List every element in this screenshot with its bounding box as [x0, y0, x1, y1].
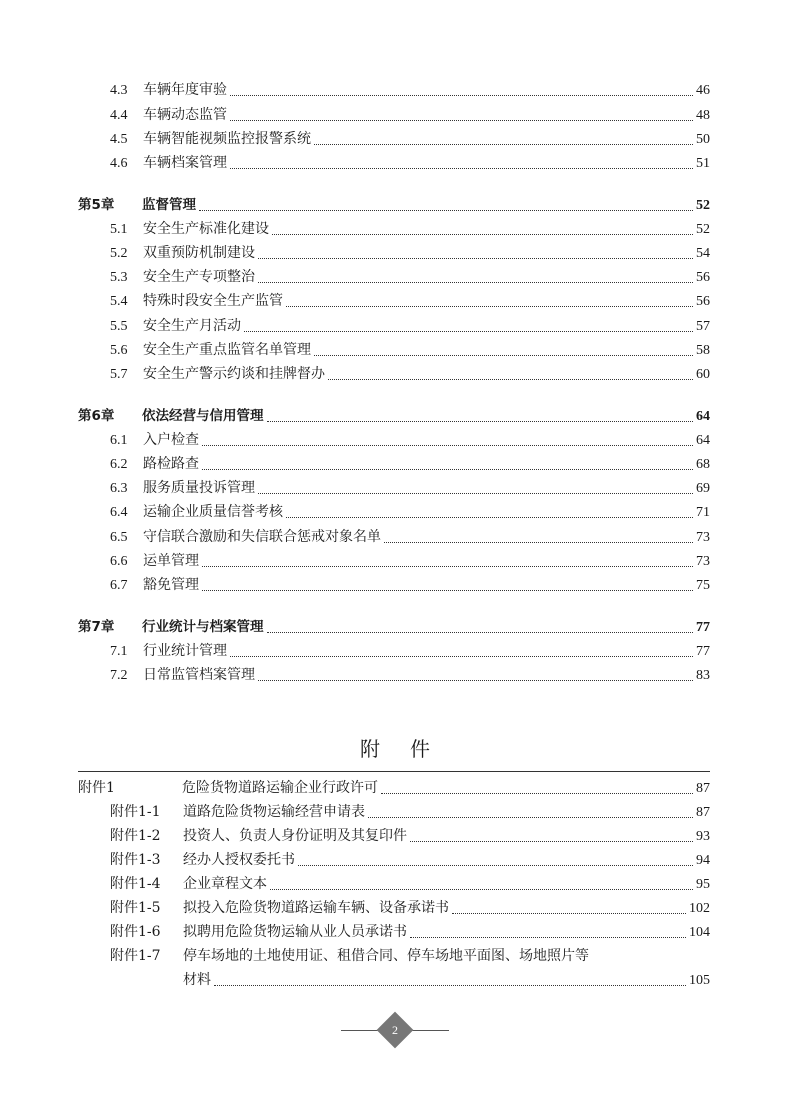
toc-entry-title: 车辆动态监管 [143, 107, 227, 123]
toc-leader-dots [267, 407, 694, 422]
toc-entry-title: 豁免管理 [143, 577, 199, 593]
toc-entry-page: 60 [696, 367, 710, 382]
toc-leader-dots [410, 923, 686, 938]
toc-entry[interactable] [78, 242, 710, 264]
toc-entry-number: 5.1 [110, 222, 128, 237]
toc-entry-title: 经办人授权委托书 [183, 852, 295, 868]
toc-entry-title: 拟投入危险货物道路运输车辆、设备承诺书 [183, 900, 449, 916]
toc-entry-title: 车辆智能视频监控报警系统 [143, 131, 311, 147]
toc-entry-title: 安全生产月活动 [143, 318, 241, 334]
toc-leader-dots [230, 81, 693, 96]
toc-entry-page: 104 [689, 925, 710, 940]
appendix-heading: 附件 [360, 737, 460, 761]
toc-entry-number: 附件1-3 [110, 852, 161, 868]
toc-entry-title: 道路危险货物运输经营申请表 [183, 804, 365, 820]
toc-entry-title: 依法经营与信用管理 [142, 408, 264, 424]
toc-entry-page: 56 [696, 294, 710, 309]
toc-entry-number: 5.6 [110, 343, 128, 358]
toc-entry-page: 93 [696, 829, 710, 844]
toc-entry-number: 6.2 [110, 457, 128, 472]
toc-entry[interactable] [78, 79, 710, 101]
toc-leader-dots [202, 576, 693, 591]
toc-entry-number: 7.2 [110, 668, 128, 683]
toc-leader-dots [202, 455, 693, 470]
toc-entry-page: 64 [696, 409, 710, 424]
toc-entry-title: 日常监管档案管理 [143, 667, 255, 683]
toc-entry[interactable] [78, 616, 710, 638]
toc-entry-number: 6.3 [110, 481, 128, 496]
toc-entry-number: 附件1-6 [110, 924, 161, 940]
toc-entry-title: 安全生产专项整治 [143, 269, 255, 285]
toc-entry[interactable] [78, 128, 710, 150]
toc-entry-page: 75 [696, 578, 710, 593]
toc-leader-dots [286, 503, 693, 518]
toc-leader-dots [267, 618, 694, 633]
toc-leader-dots [298, 851, 693, 866]
toc-entry-page: 52 [696, 198, 710, 213]
toc-entry[interactable] [78, 825, 710, 847]
toc-entry[interactable] [78, 849, 710, 871]
toc-entry[interactable] [78, 266, 710, 288]
toc-leader-dots [202, 552, 693, 567]
toc-leader-dots [230, 106, 693, 121]
toc-entry-title: 企业章程文本 [183, 876, 267, 892]
toc-entry-number: 附件1 [78, 780, 115, 796]
toc-entry-title: 投资人、负责人身份证明及其复印件 [183, 828, 407, 844]
toc-entry-number: 第5章 [78, 197, 115, 213]
toc-entry-page: 105 [689, 973, 710, 988]
toc-entry[interactable] [78, 550, 710, 572]
toc-leader-dots [230, 642, 693, 657]
toc-entry-number: 6.7 [110, 578, 128, 593]
toc-entry-page: 69 [696, 481, 710, 496]
toc-entry-page: 54 [696, 246, 710, 261]
toc-leader-dots [452, 899, 686, 914]
toc-entry-title: 安全生产标准化建设 [143, 221, 269, 237]
toc-entry-title: 材料 [183, 972, 211, 988]
toc-entry-page: 48 [696, 108, 710, 123]
toc-entry[interactable] [78, 453, 710, 475]
toc-entry-page: 57 [696, 319, 710, 334]
toc-entry-number: 4.5 [110, 132, 128, 147]
toc-entry-number: 5.7 [110, 367, 128, 382]
toc-entry-page: 83 [696, 668, 710, 683]
toc-entry-page: 95 [696, 877, 710, 892]
toc-entry-page: 68 [696, 457, 710, 472]
toc-entry-page: 73 [696, 554, 710, 569]
toc-entry-number: 4.4 [110, 108, 128, 123]
toc-entry-page: 50 [696, 132, 710, 147]
toc-leader-dots [258, 244, 693, 259]
toc-entry-number: 5.4 [110, 294, 128, 309]
toc-entry-page: 73 [696, 530, 710, 545]
toc-entry[interactable] [78, 664, 710, 686]
toc-leader-dots [368, 803, 693, 818]
footer-page-number: 2 [392, 1023, 398, 1037]
toc-entry-title: 路检路查 [143, 456, 199, 472]
toc-entry[interactable] [78, 526, 710, 548]
toc-entry-number: 5.2 [110, 246, 128, 261]
toc-entry[interactable] [78, 921, 710, 943]
toc-entry[interactable] [78, 339, 710, 361]
toc-entry[interactable] [78, 777, 710, 799]
toc-entry-title: 特殊时段安全生产监管 [143, 293, 283, 309]
toc-entry-title: 运单管理 [143, 553, 199, 569]
toc-entry[interactable] [78, 574, 710, 596]
toc-leader-dots [328, 365, 693, 380]
toc-entry-number: 附件1-1 [110, 804, 161, 820]
toc-leader-dots [214, 971, 686, 986]
toc-entry[interactable] [78, 152, 710, 174]
toc-entry-page: 77 [696, 644, 710, 659]
toc-entry-number: 附件1-2 [110, 828, 161, 844]
toc-leader-dots [230, 154, 693, 169]
toc-entry[interactable] [78, 429, 710, 451]
toc-entry-page: 87 [696, 805, 710, 820]
toc-leader-dots [410, 827, 693, 842]
toc-entry-number: 附件1-5 [110, 900, 161, 916]
toc-entry-number: 第6章 [78, 408, 115, 424]
toc-entry[interactable] [78, 194, 710, 216]
toc-entry-title: 守信联合激励和失信联合惩戒对象名单 [143, 529, 381, 545]
toc-leader-dots [270, 875, 693, 890]
toc-leader-dots [258, 268, 693, 283]
toc-entry-page: 51 [696, 156, 710, 171]
toc-entry-page: 94 [696, 853, 710, 868]
toc-entry-number: 附件1-4 [110, 876, 161, 892]
toc-leader-dots [272, 220, 693, 235]
toc-entry-title: 安全生产警示约谈和挂牌督办 [143, 366, 325, 382]
toc-entry-title: 车辆档案管理 [143, 155, 227, 171]
toc-entry-number: 第7章 [78, 619, 115, 635]
toc-entry-title: 入户检查 [143, 432, 199, 448]
toc-entry-page: 87 [696, 781, 710, 796]
toc-entry-title: 安全生产重点监管名单管理 [143, 342, 311, 358]
toc-entry[interactable] [78, 873, 710, 895]
toc-entry-title: 行业统计与档案管理 [142, 619, 264, 635]
toc-entry-number: 6.4 [110, 505, 128, 520]
toc-leader-dots [314, 341, 693, 356]
toc-entry-number: 附件1-7 [110, 948, 161, 964]
toc-entry-page: 77 [696, 620, 710, 635]
toc-entry-page: 58 [696, 343, 710, 358]
toc-entry-number: 4.3 [110, 83, 128, 98]
toc-leader-dots [258, 666, 693, 681]
toc-entry[interactable] [78, 315, 710, 337]
toc-entry-page: 102 [689, 901, 710, 916]
toc-leader-dots [286, 292, 693, 307]
toc-entry[interactable] [78, 218, 710, 240]
toc-entry-number: 5.5 [110, 319, 128, 334]
toc-entry[interactable] [78, 640, 710, 662]
toc-leader-dots [199, 196, 693, 211]
toc-leader-dots [384, 528, 693, 543]
toc-entry-number: 7.1 [110, 644, 128, 659]
toc-entry[interactable] [78, 290, 710, 312]
toc-leader-dots [381, 779, 693, 794]
toc-entry[interactable] [78, 363, 710, 385]
toc-entry[interactable] [78, 405, 710, 427]
toc-entry-title: 危险货物道路运输企业行政许可 [182, 780, 378, 796]
toc-entry-number: 5.3 [110, 270, 128, 285]
toc-entry-page: 71 [696, 505, 710, 520]
toc-entry[interactable] [78, 969, 710, 991]
toc-leader-dots [244, 317, 693, 332]
toc-leader-dots [314, 130, 693, 145]
appendix-divider [78, 771, 710, 772]
toc-entry-title: 拟聘用危险货物运输从业人员承诺书 [183, 924, 407, 940]
toc-entry-page: 46 [696, 83, 710, 98]
toc-entry-title: 双重预防机制建设 [143, 245, 255, 261]
toc-entry-page: 52 [696, 222, 710, 237]
toc-entry-page: 56 [696, 270, 710, 285]
toc-entry-page: 64 [696, 433, 710, 448]
toc-entry[interactable] [78, 104, 710, 126]
toc-entry-title: 运输企业质量信誉考核 [143, 504, 283, 520]
toc-entry-number: 6.1 [110, 433, 128, 448]
toc-entry-title: 监督管理 [142, 197, 196, 213]
toc-entry[interactable] [78, 945, 710, 967]
toc-leader-dots [202, 431, 693, 446]
toc-entry-number: 6.5 [110, 530, 128, 545]
toc-entry[interactable] [78, 477, 710, 499]
toc-entry-title: 服务质量投诉管理 [143, 480, 255, 496]
toc-entry[interactable] [78, 897, 710, 919]
toc-entry-number: 6.6 [110, 554, 128, 569]
toc-entry[interactable] [78, 801, 710, 823]
toc-leader-dots [258, 479, 693, 494]
toc-entry-number: 4.6 [110, 156, 128, 171]
toc-entry-title: 停车场地的土地使用证、租借合同、停车场地平面图、场地照片等 [183, 948, 589, 964]
toc-entry-title: 行业统计管理 [143, 643, 227, 659]
toc-entry[interactable] [78, 501, 710, 523]
toc-entry-title: 车辆年度审验 [143, 82, 227, 98]
